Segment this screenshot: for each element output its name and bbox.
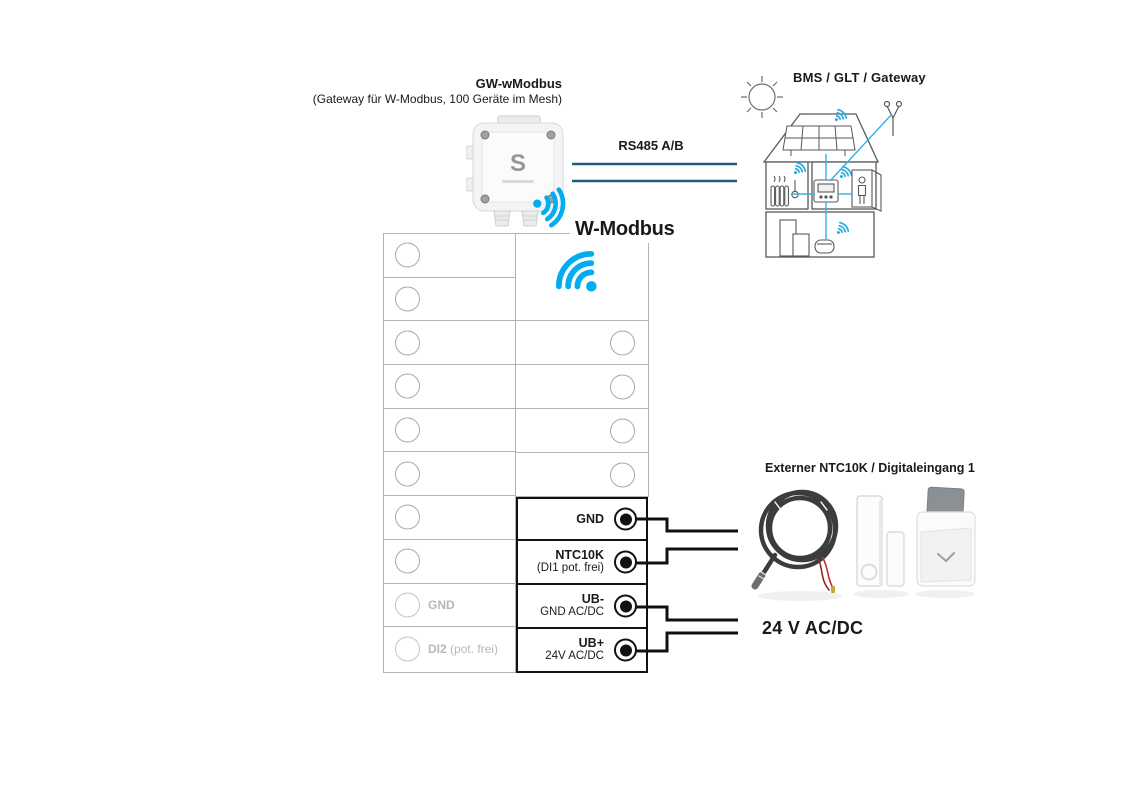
terminal-row (384, 321, 515, 365)
door-contact-icon (857, 496, 904, 586)
wire-ub-plus (635, 633, 738, 651)
terminal-sublabel: GND AC/DC (540, 606, 604, 619)
terminal-row (384, 409, 515, 453)
terminal-cell (516, 409, 649, 453)
terminal-socket-icon (614, 595, 637, 618)
power-supply-label: 24 V AC/DC (762, 618, 864, 638)
terminal-row (384, 234, 515, 278)
w-modbus-label: W-Modbus (570, 218, 679, 243)
terminal-cell (516, 365, 649, 409)
terminal-circle (395, 374, 420, 399)
keycard-switch-icon (917, 487, 975, 586)
terminal-circle (610, 462, 635, 487)
terminal-sublabel: 24V AC/DC (545, 650, 604, 663)
terminal-row (384, 496, 515, 540)
terminal-label: UB+ (578, 636, 604, 651)
sun-icon (741, 76, 783, 118)
thermostat-panel-icon (814, 180, 838, 202)
gateway-label (230, 76, 562, 107)
bms-building-illustration (735, 68, 915, 263)
rs485-bus-label: RS485 A/B (618, 138, 684, 153)
terminal-cell-ntc10k (516, 541, 648, 585)
terminal-cell (516, 321, 649, 365)
terminal-row-di2 (384, 627, 515, 671)
bms-label: BMS / GLT / Gateway (793, 70, 926, 85)
terminal-row (384, 540, 515, 584)
terminal-label: UB- (581, 592, 604, 607)
terminal-circle (610, 418, 635, 443)
terminal-circle (395, 505, 420, 530)
terminal-sublabel: (DI1 pot. frei) (536, 562, 604, 575)
terminal-circle (395, 549, 420, 574)
rs485-bus-lines (572, 164, 737, 181)
iot-device-icon (815, 240, 834, 253)
terminal-cell-gnd (516, 497, 648, 541)
terminal-circle (395, 330, 420, 355)
terminal-circle (610, 330, 635, 355)
terminal-circle (610, 374, 635, 399)
gateway-subtitle: (Gateway für W-Modbus, 100 Geräte im Mesh) (312, 92, 562, 107)
terminal-circle (395, 243, 420, 268)
svg-text:S: S (509, 150, 527, 177)
terminal-circle (395, 287, 420, 312)
terminal-row (384, 365, 515, 409)
terminal-circle (395, 637, 420, 662)
terminal-label: NTC10K (555, 548, 604, 563)
terminal-label: GND (576, 511, 604, 526)
terminal-cell (516, 453, 649, 497)
wire-ntc10k (635, 549, 738, 563)
terminal-row-gnd (384, 584, 515, 628)
external-sensor-illustrations (745, 480, 983, 608)
terminal-circle (395, 418, 420, 443)
terminal-row (384, 278, 515, 322)
di2-muted-label: DI2 (pot. frei) (428, 642, 499, 657)
terminal-socket-icon (614, 508, 637, 531)
terminal-cell-ub-plus (516, 629, 648, 673)
ntc-cable-sensor-icon (755, 492, 836, 593)
terminal-block-left-column (383, 233, 516, 673)
gnd-muted-label: GND (428, 597, 455, 612)
terminal-socket-icon (614, 639, 637, 662)
wire-gnd (635, 519, 738, 531)
terminal-circle (395, 461, 420, 486)
wire-ub-minus (635, 607, 738, 620)
external-sensors-label: Externer NTC10K / Digitaleingang 1 (765, 461, 975, 475)
terminal-row (384, 452, 515, 496)
terminal-cell-ub-minus (516, 585, 648, 629)
terminal-socket-icon (614, 551, 637, 574)
terminal-circle (395, 592, 420, 617)
gateway-title: GW-wModbus (475, 76, 562, 91)
